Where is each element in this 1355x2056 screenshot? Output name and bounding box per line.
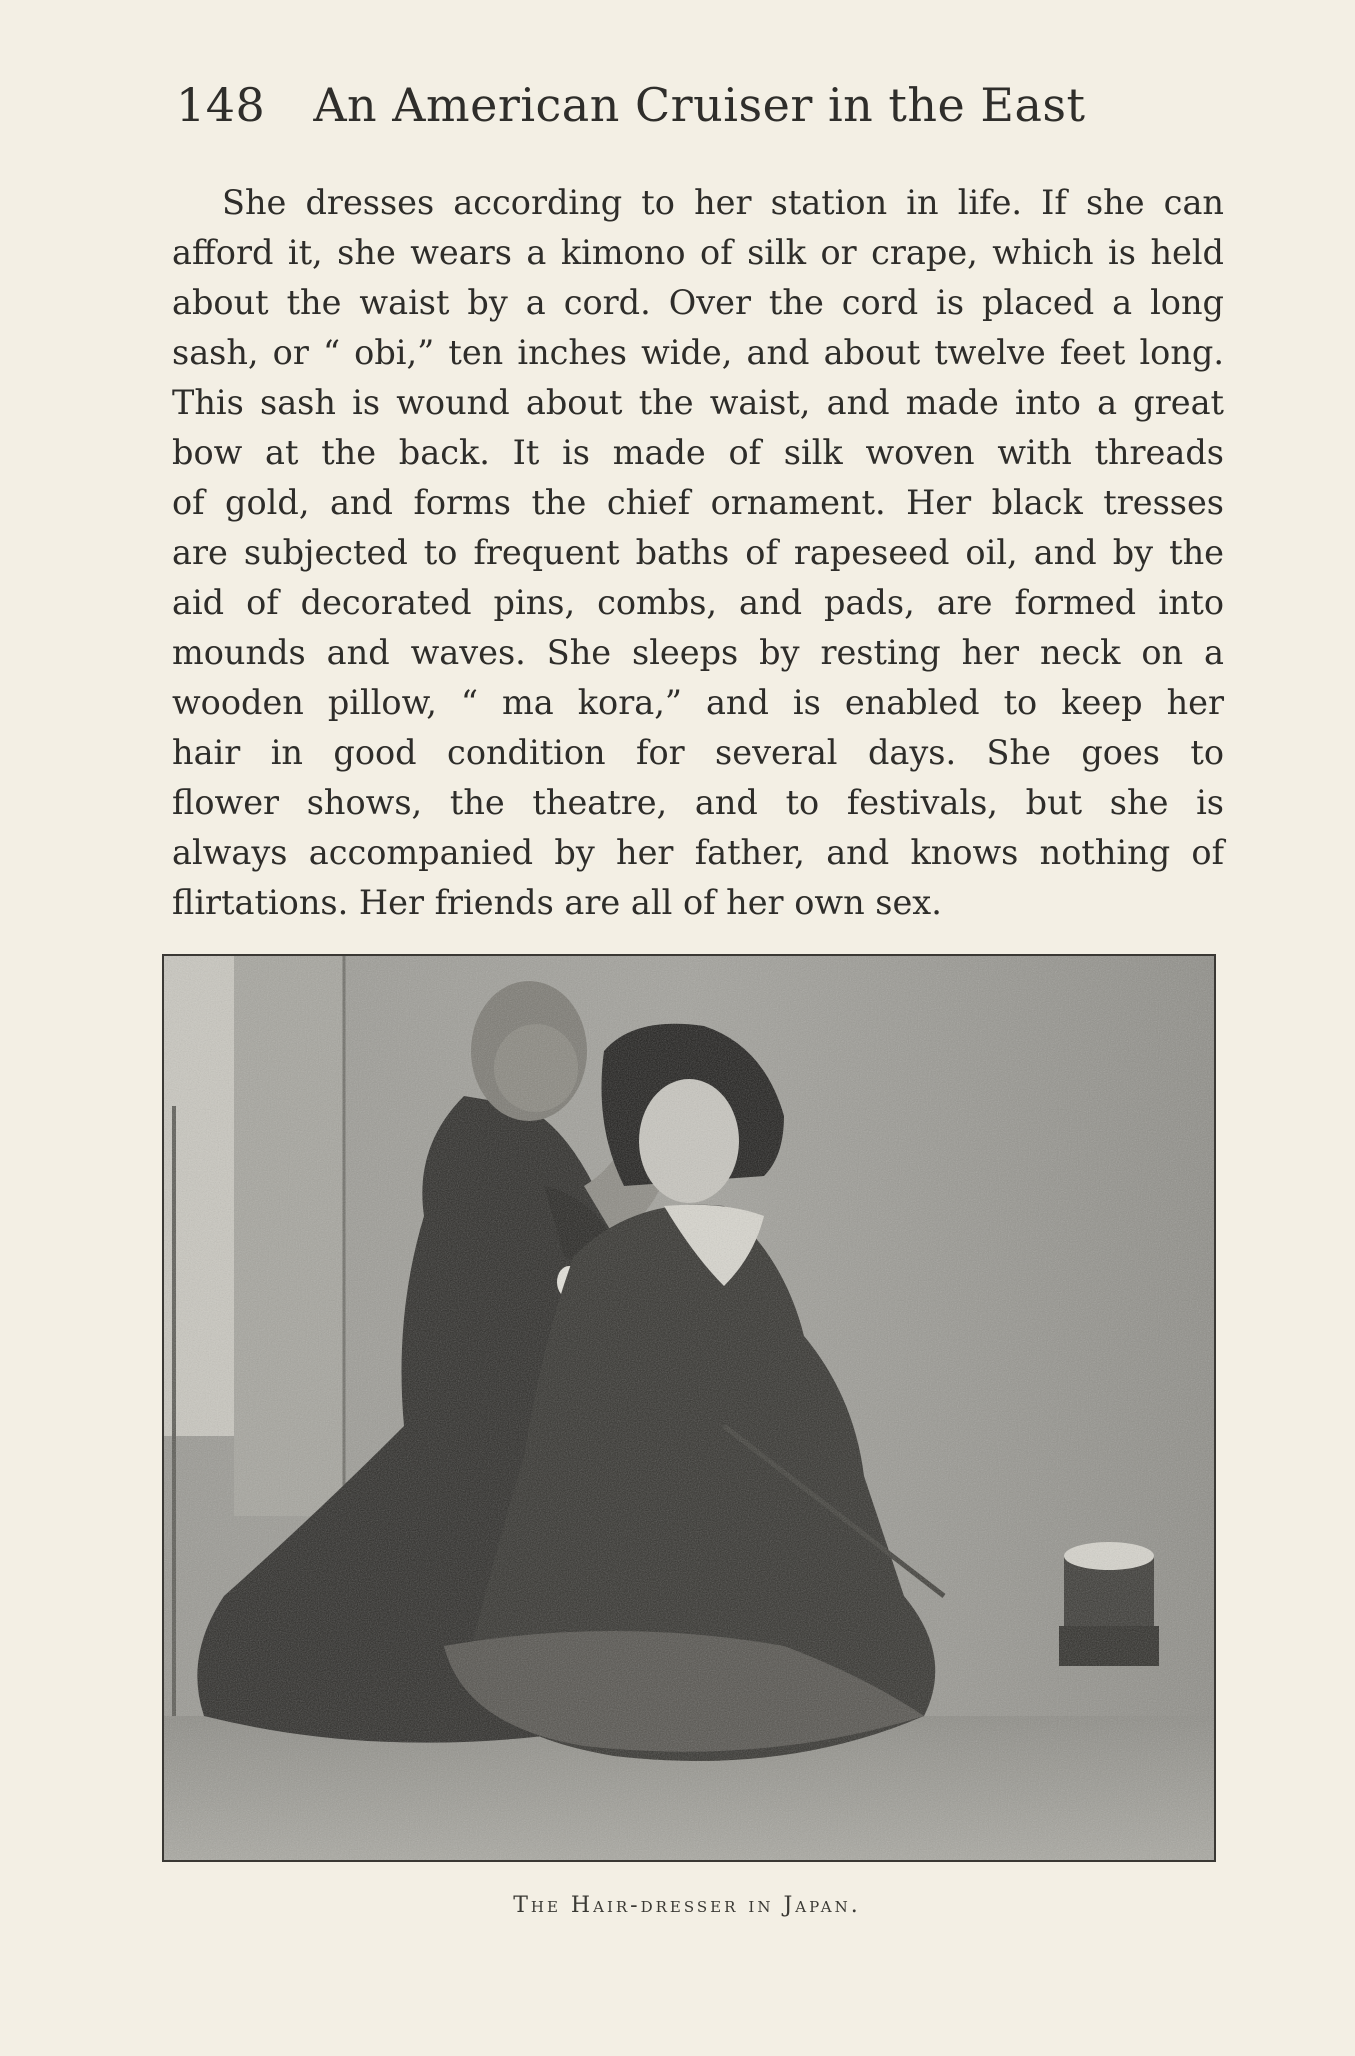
text-line: wooden pillow, “ ma kora,” and is enabled to keep her (172, 683, 1224, 722)
page-number: 148 (176, 78, 266, 132)
running-head (176, 78, 1176, 132)
hairdresser-photograph (164, 956, 1214, 1860)
text-line: always accompanied by her father, and knows nothing of (172, 833, 1224, 872)
text-line: are subjected to frequent baths of rapeseed oil, and by the (172, 533, 1224, 572)
text-line: bow at the back. It is made of silk woven with threads (172, 433, 1224, 472)
text-line: mounds and waves. She sleeps by resting her neck on a (172, 633, 1224, 672)
text-line: flirtations. Her friends are all of her own sex. (172, 883, 942, 922)
text-line: She dresses according to her station in life. If she can (222, 183, 1224, 222)
text-line: afford it, she wears a kimono of silk or crape, which is held (172, 233, 1224, 272)
photograph-plate (162, 954, 1216, 1862)
text-line: This sash is wound about the waist, and made into a great (172, 383, 1224, 422)
body-paragraph (172, 178, 1224, 928)
text-line: aid of decorated pins, combs, and pads, are formed into (172, 583, 1224, 622)
text-line: about the waist by a cord. Over the cord is placed a long (172, 283, 1224, 322)
text-line: of gold, and forms the chief ornament. Her black tresses (172, 483, 1224, 522)
text-line: hair in good condition for several days. She goes to (172, 733, 1224, 772)
figure-caption: The Hair-dresser in Japan. (513, 1893, 861, 1918)
text-line: sash, or “ obi,” ten inches wide, and about twelve feet long. (172, 333, 1224, 372)
running-title: An American Cruiser in the East (313, 78, 1086, 132)
text-line: flower shows, the theatre, and to festivals, but she is (172, 783, 1224, 822)
